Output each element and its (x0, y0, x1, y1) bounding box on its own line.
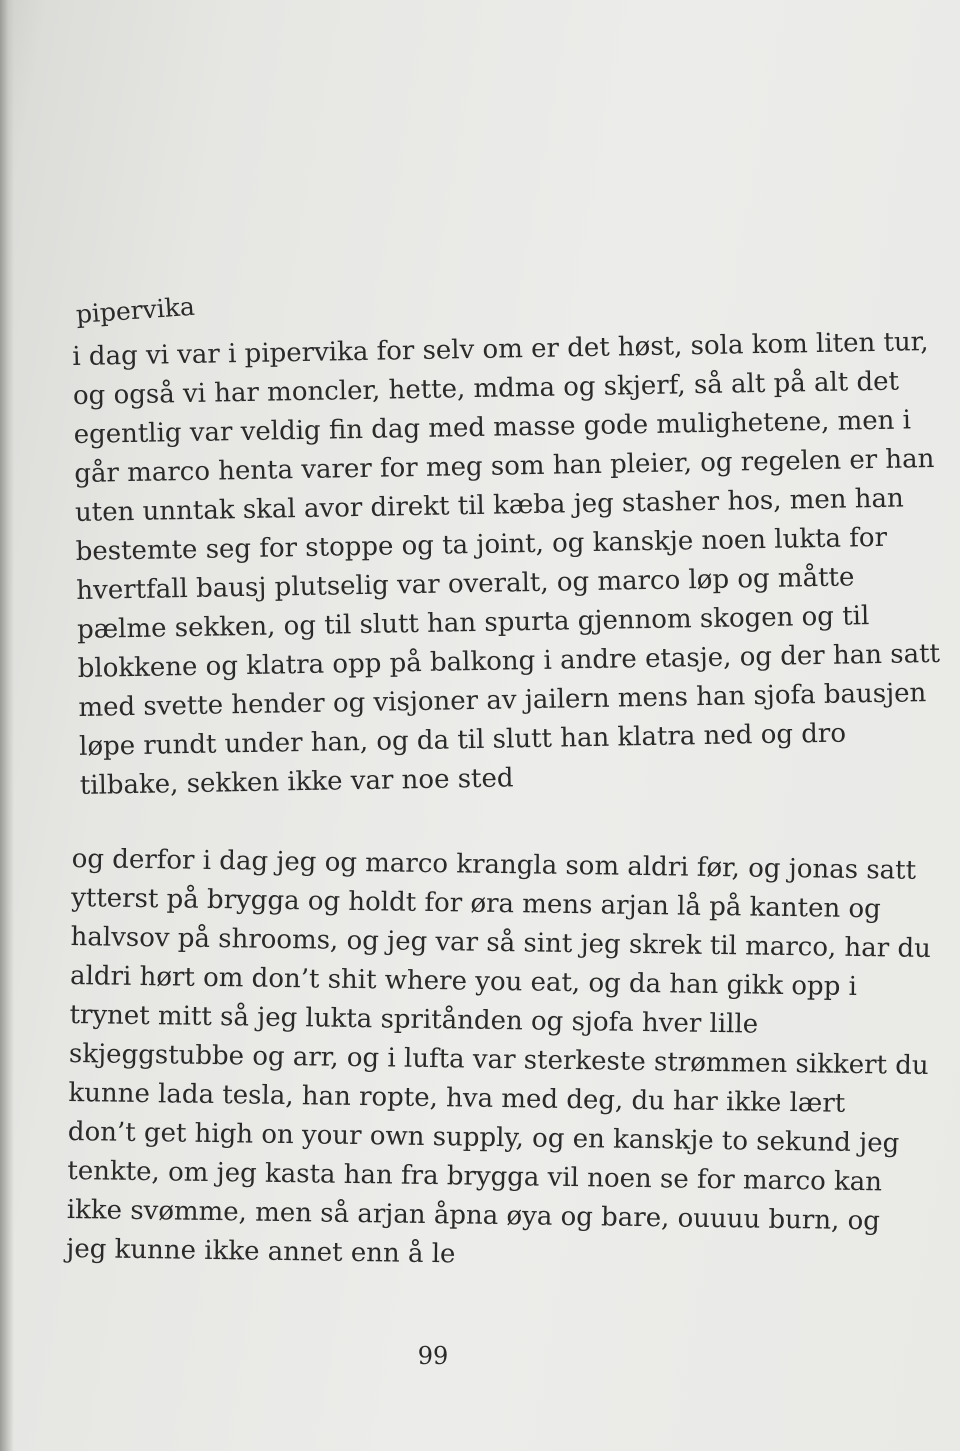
poem-line: uten unntak skal avor direkt til kæba jeg stasher hos, men han (74, 483, 905, 528)
poem-line: ytterst på brygga og holdt for øra mens arjan lå på kanten og (70, 882, 881, 925)
poem-line: don’t get high on your own supply, og en kanskje to sekund jeg (67, 1116, 900, 1159)
poem-line: aldri hørt om don’t shit where you eat, og da han gikk opp i (69, 960, 858, 1002)
poem-line: går marco henta varer for meg som han pleier, og regelen er han (74, 443, 935, 489)
poem-line: med svette hender og visjoner av jailern mens han sjofa bausjen (78, 678, 927, 723)
poem-title: pipervika (74, 291, 196, 329)
page-number: 99 (417, 1342, 449, 1370)
poem-line: pælme sekken, og til slutt han spurta gjennom skogen og til (76, 601, 870, 645)
stanza-2 (66, 840, 932, 1280)
poem-line: og derfor i dag jeg og marco krangla som aldri før, og jonas satt (71, 843, 917, 886)
poem-line: halvsov på shrooms, og jeg var så sint jeg skrek til marco, har du (70, 921, 932, 965)
poem-line: hvertfall bausj plutselig var overalt, og marco løp og måtte (76, 562, 855, 606)
poem-line: trynet mitt så jeg lukta spritånden og sjofa hver lille (69, 999, 759, 1040)
poem-line: ikke svømme, men så arjan åpna øya og bare, ouuuu burn, og (66, 1194, 881, 1237)
poem-line: tenkte, om jeg kasta han fra brygga vil noen se for marco kan (67, 1155, 883, 1198)
poem-line: blokkene og klatra opp på balkong i andre etasje, og der han satt (77, 638, 941, 684)
poem-line: i dag vi var i pipervika for selv om er det høst, sola kom liten tur, (72, 327, 929, 372)
poem-line: og også vi har moncler, hette, mdma og skjerf, så alt på alt det (72, 366, 900, 411)
stanza-1 (72, 324, 941, 806)
poem-line: løpe rundt under han, og da til slutt han klatra ned og dro (78, 718, 847, 762)
poem-line: tilbake, sekken ikke var noe sted (79, 763, 514, 801)
poem-line: kunne lada tesla, han ropte, hva med deg, du har ikke lært (68, 1077, 846, 1119)
poem-line: jeg kunne ikke annet enn å le (66, 1233, 456, 1270)
poem-line: egentlig var veldig fin dag med masse gode mulighetene, men i (73, 405, 912, 450)
poem-line: skjeggstubbe og arr, og i lufta var sterkeste strømmen sikkert du (68, 1038, 929, 1081)
poem-line: bestemte seg for stoppe og ta joint, og kanskje noen lukta for (75, 522, 888, 567)
